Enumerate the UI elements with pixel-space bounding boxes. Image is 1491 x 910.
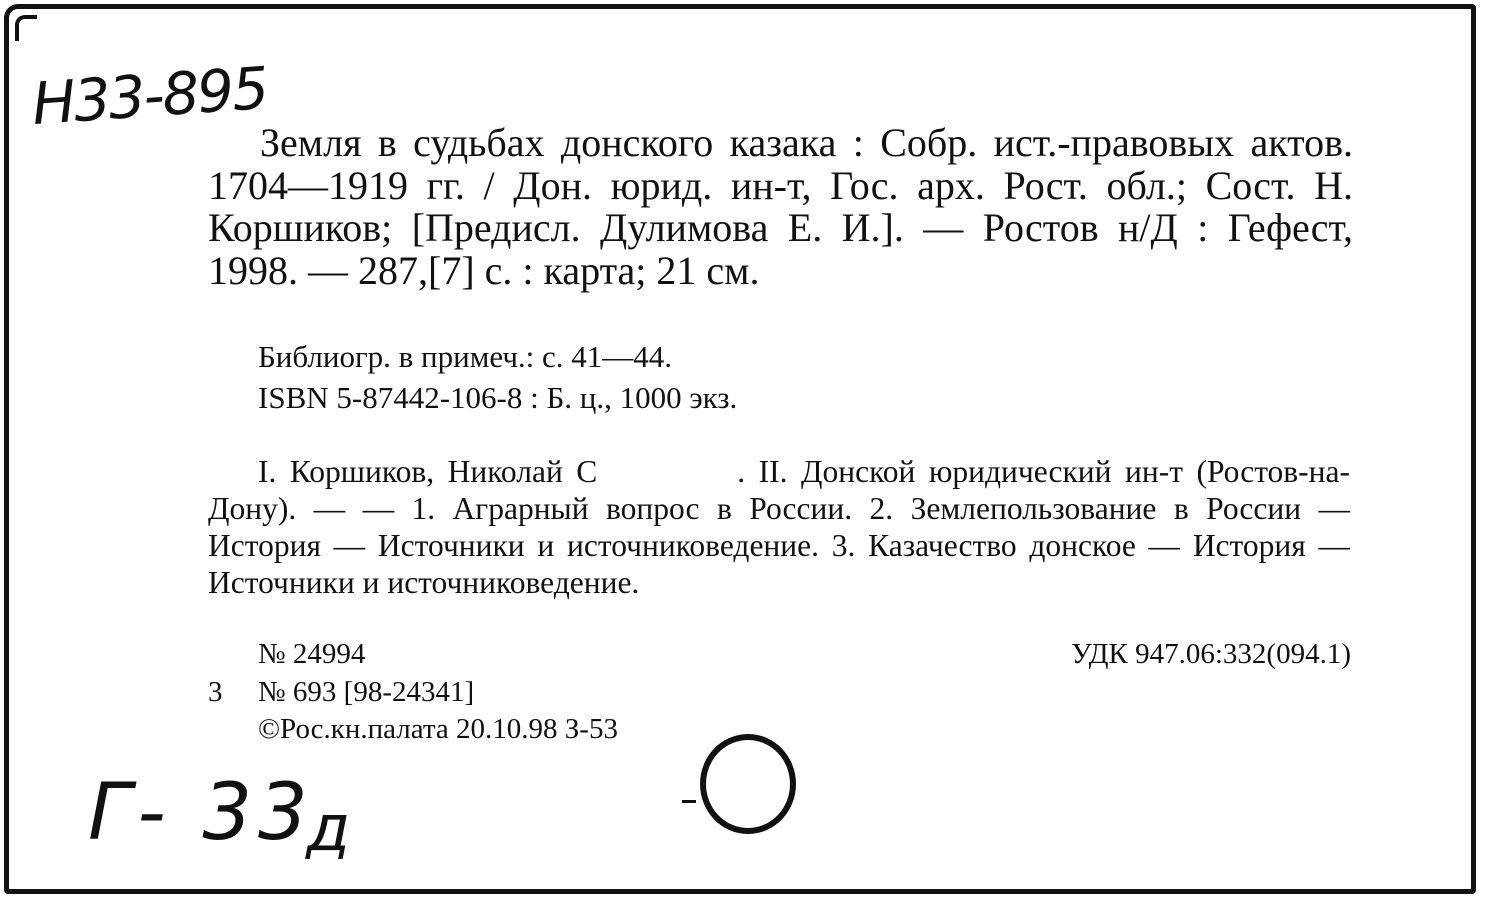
bibliographic-description: Земля в судьбах донского казака : Собр. ист.-правовых актов. 1704—1919 гг. / Дон. юрид. ин-т, Гос. арх. Рост. обл.; Сост. Н. Коршиков; [Предисл. Дулимова Е. И.]. — Ростов н/Д : Гефест, 1998. — 287,[7] с. : карта; 21 см. [208, 120, 1353, 293]
pen-dash-mark [682, 800, 696, 803]
bibliography-note: Библиогр. в примеч.: с. 41—44. [258, 339, 673, 374]
record-number: № 24994 [258, 638, 366, 670]
copies-count: 3 [208, 676, 223, 708]
hand-drawn-circle [700, 734, 796, 834]
subject-headings-part1: I. Коршиков, Николай С [258, 454, 598, 489]
handwritten-call-number-letter: д [306, 792, 351, 866]
corner-pen-mark [15, 15, 37, 41]
handwritten-call-number-bottom: Г- 33 [88, 768, 314, 858]
udk-code: УДК 947.06:332(094.1) [1071, 638, 1351, 670]
subject-headings-part2: . II. Донской юридический ин-т (Ростов-на-Дону). — — 1. Аграрный вопрос в России. 2. Землепользование в России — История — Источники и источниковедение. 3. Казачество донское — История — Источники и источниковедение. [208, 454, 1350, 600]
subject-headings [208, 453, 1350, 601]
handwritten-call-number-top: Н33-895 [29, 53, 270, 139]
record-line: № 693 [98-24341] [258, 676, 475, 708]
copyright-line: ©Рос.кн.палата 20.10.98 З-53 [258, 713, 618, 745]
isbn-line: ISBN 5-87442-106-8 : Б. ц., 1000 экз. [258, 380, 738, 415]
